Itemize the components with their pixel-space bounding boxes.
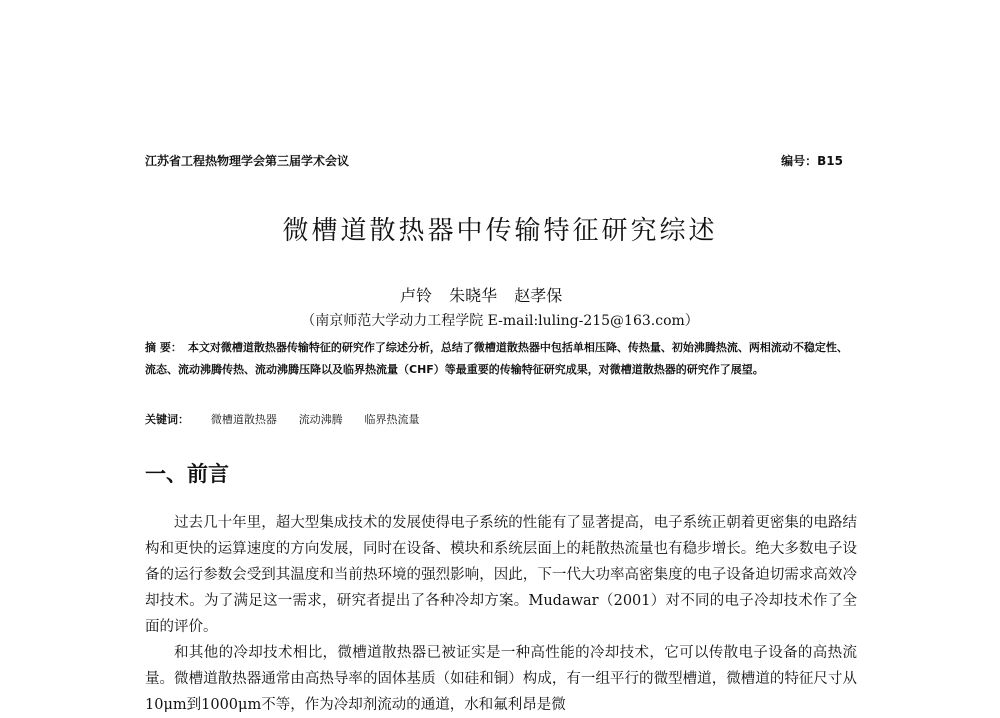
keyword: 临界热流量 — [364, 413, 420, 426]
keywords-label: 关键词： — [145, 413, 189, 426]
author-list — [400, 283, 574, 306]
author-name: 朱晓华 — [449, 286, 498, 305]
paper-title: 微槽道散热器中传输特征研究综述 — [282, 216, 718, 246]
paragraph: 和其他的冷却技术相比，微槽道散热器已被证实是一种高性能的冷却技术，它可以传散电子设备的高热流量。微槽道散热器通常由高热导率的固体基质（如硅和铜）构成，有一组平行的微型槽道，微槽道的特征尺寸从10μm到1000μm不等，作为冷却剂流动的通道，水和氟利昂是微 — [145, 645, 857, 713]
abstract — [145, 337, 857, 381]
abstract-label: 摘 要： — [145, 341, 182, 354]
keyword: 流动沸腾 — [298, 413, 343, 426]
affiliation: （南京师范大学动力工程学院 E-mail:luling-215@163.com） — [301, 313, 699, 329]
abstract-text: 本文对微槽道散热器传输特征的研究作了综述分析，总结了微槽道散热器中包括单相压降、传热量、初始沸腾热流、两相流动不稳定性、流态、流动沸腾传热、流动沸腾压降以及临界热流量（CHF）等最重要的传输特征研究成果，对微槽道散热器的研究作了展望。 — [145, 341, 848, 376]
page-header — [145, 150, 857, 170]
body-text — [145, 510, 857, 718]
conference-name: 江苏省工程热物理学会第三届学术会议 — [145, 154, 350, 168]
keywords — [145, 411, 420, 427]
section-heading: 一、前言 — [145, 462, 229, 486]
author-name: 赵孝保 — [514, 286, 563, 305]
paper-number: 编号：B15 — [781, 154, 843, 168]
author-name: 卢铃 — [400, 286, 433, 305]
keyword: 微槽道散热器 — [210, 413, 277, 426]
paragraph: 过去几十年里，超大型集成技术的发展使得电子系统的性能有了显著提高，电子系统正朝着更密集的电路结构和更快的运算速度的方向发展，同时在设备、模块和系统层面上的耗散热流量也有稳步增长。绝大多数电子设备的运行参数会受到其温度和当前热环境的强烈影响，因此，下一代大功率高密集度的电子设备迫切需求高效冷却技术。为了满足这一需求，研究者提出了各种冷却方案。Mudawar（2001）对不同的电子冷却技术作了全面的评价。 — [145, 515, 857, 635]
